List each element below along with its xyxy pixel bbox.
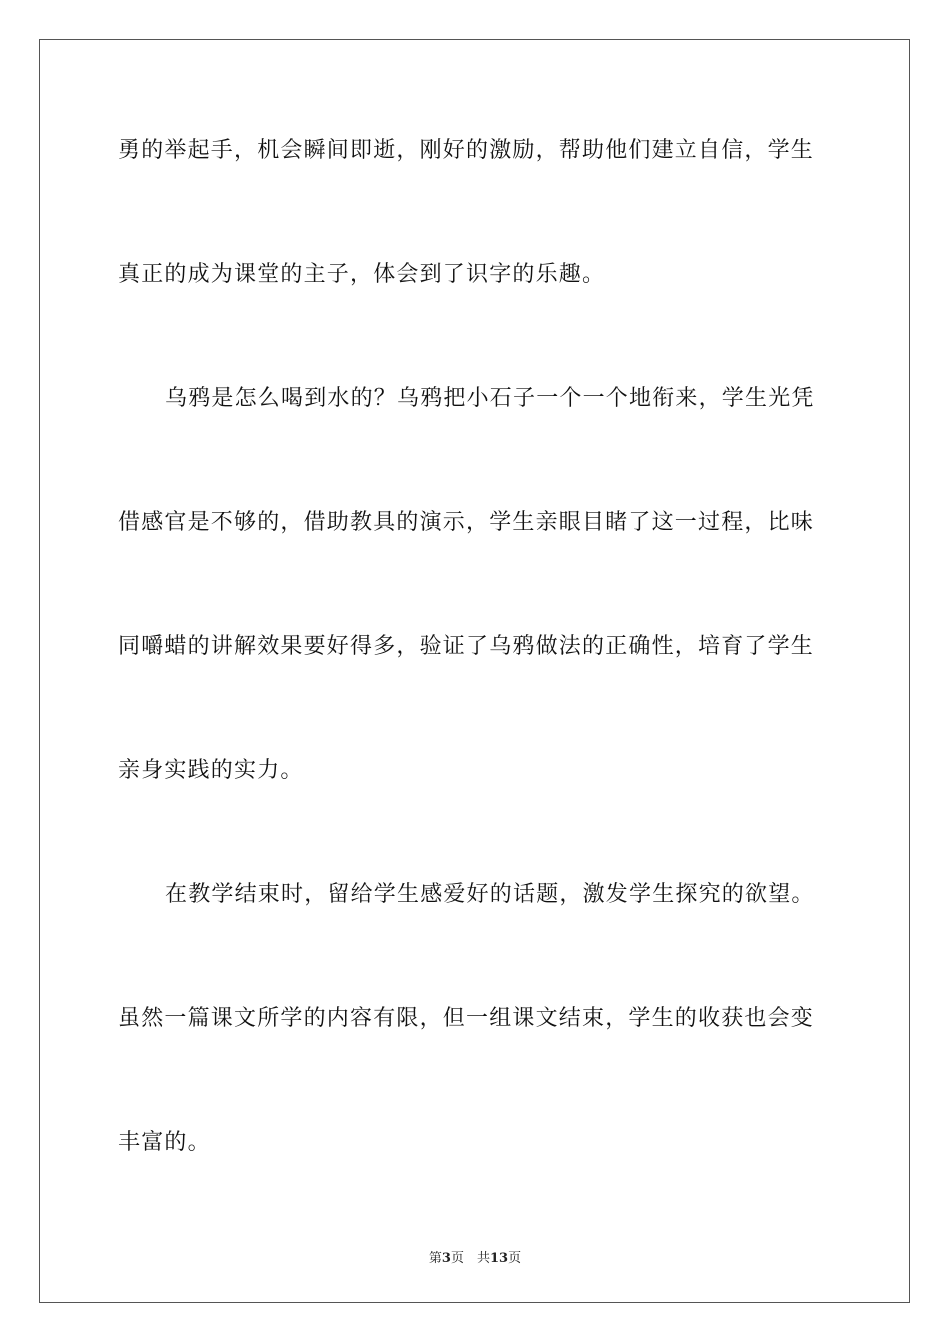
footer-page-prefix: 第 bbox=[428, 1251, 442, 1266]
paragraph-line: 借感官是不够的，借助教具的演示，学生亲眼目睹了这一过程，比味 bbox=[118, 510, 815, 535]
paragraph-line: 乌鸦是怎么喝到水的？乌鸦把小石子一个一个地衔来，学生光凭 bbox=[165, 386, 815, 411]
paragraph-line: 虽然一篇课文所学的内容有限，但一组课文结束，学生的收获也会变 bbox=[118, 1006, 815, 1031]
footer-page-suffix: 页 bbox=[508, 1251, 522, 1266]
footer-page-current: 3 bbox=[441, 1251, 451, 1266]
page-border bbox=[39, 39, 910, 1303]
footer-page-total: 13 bbox=[489, 1251, 509, 1266]
paragraph-line: 亲身实践的实力。 bbox=[118, 758, 304, 783]
paragraph-line: 在教学结束时，留给学生感爱好的话题，激发学生探究的欲望。 bbox=[165, 882, 815, 907]
paragraph-line: 丰富的。 bbox=[118, 1130, 211, 1155]
paragraph-line: 同嚼蜡的讲解效果要好得多，验证了乌鸦做法的正确性，培育了学生 bbox=[118, 634, 815, 659]
paragraph-line: 勇的举起手，机会瞬间即逝，刚好的激励，帮助他们建立自信，学生 bbox=[118, 138, 815, 163]
paragraph-line: 真正的成为课堂的主子，体会到了识字的乐趣。 bbox=[118, 262, 606, 287]
page-footer bbox=[0, 1247, 950, 1266]
footer-page-mid: 页 共 bbox=[450, 1251, 490, 1266]
